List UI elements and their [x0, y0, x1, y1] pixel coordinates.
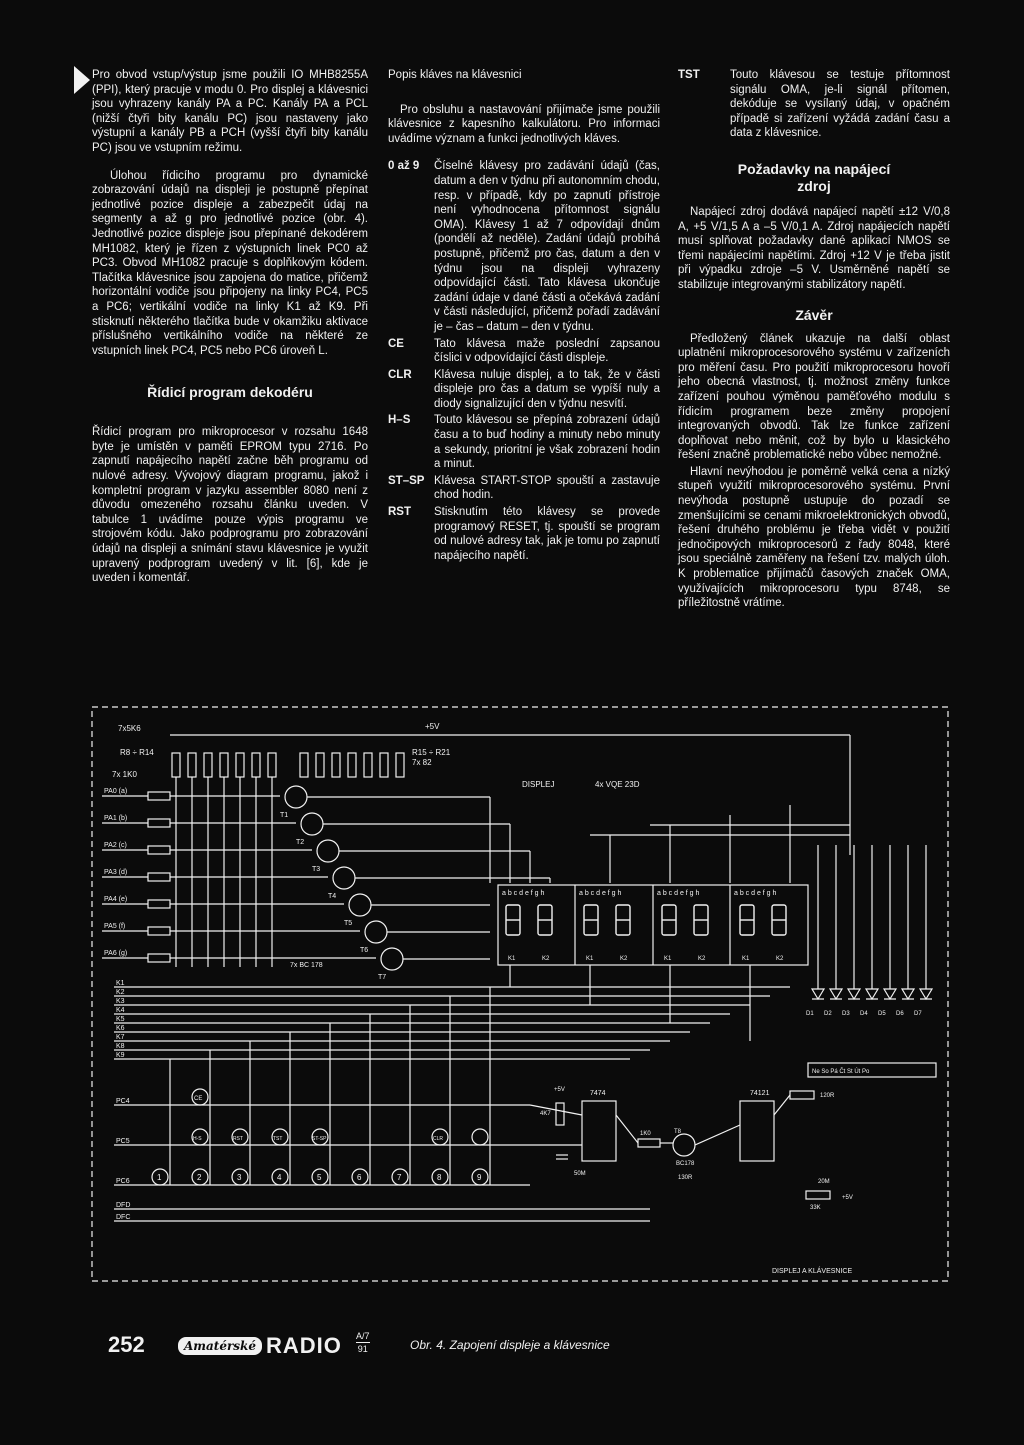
key-label: 3 — [237, 1173, 242, 1182]
c50m-label: 50M — [574, 1171, 586, 1177]
schematic-diagram — [90, 705, 950, 1283]
display-module — [498, 885, 808, 965]
k-label: K8 — [116, 1043, 125, 1050]
key-name: 0 až 9 — [388, 160, 420, 173]
col3-para2: Předložený článek ukazuje na další oblast uplatnění mikroprocesorového systému v zařízeních pro měření času. Pro použití mikroprocesoru hovoří jeho obecná vlastnost, tj. možnost změny funkce zařízení pouhou výměnou paměťového modulu s řídicím programem beze změny propojení integrovaných obvodů. Tak lze funkce zařízení doplňovat nebo měnit, což by bylo u klasického řešení značně problematické nebo vůbec nemožné. — [678, 332, 950, 462]
diode-label: D5 — [878, 1011, 886, 1017]
magazine-logo-script: Amatérské — [178, 1337, 262, 1355]
pc-label: PC4 — [116, 1098, 130, 1105]
k-lines — [114, 965, 790, 1059]
pa-label: PA6 (g) — [104, 950, 128, 957]
key-label: 5 — [317, 1173, 322, 1182]
pa-label: PA2 (c) — [104, 842, 127, 849]
display-k-label: K1 — [586, 956, 594, 962]
diode-label: D1 — [806, 1011, 814, 1017]
key-row — [388, 368, 660, 412]
key-name: CE — [388, 337, 404, 350]
pc-label: PC5 — [116, 1138, 130, 1145]
label-vcc: +5V — [425, 722, 440, 731]
schematic-frame — [92, 707, 948, 1281]
k-label: K3 — [116, 998, 125, 1005]
key-label: 4 — [277, 1173, 282, 1182]
transistor-type-label: 7x BC 178 — [290, 962, 323, 969]
plus5v-label: +5V — [554, 1087, 565, 1093]
r33k-label: 33K — [810, 1205, 821, 1211]
label-r-top: R8 ÷ R14 — [120, 748, 154, 757]
days-label: Ne So Pá Čt St Út Po — [812, 1069, 870, 1075]
magazine-logo-radio: RADIO — [266, 1333, 342, 1358]
key-desc: Klávesa nuluje displej, a to tak, že v části displeje pro čas a datum se vypíší nuly a diody signalizující den v týdnu nesvítí. — [434, 368, 660, 410]
label-r-right2: 7x 82 — [412, 758, 432, 767]
pa-label: PA0 (a) — [104, 788, 128, 795]
magazine-logo — [178, 1333, 342, 1359]
key-name: H–S — [388, 414, 411, 427]
key-row — [388, 159, 660, 334]
key-list — [388, 159, 660, 563]
k-label: K1 — [116, 980, 125, 987]
logic-section — [530, 1087, 853, 1211]
key-label: 7 — [397, 1173, 402, 1182]
pa-label: PA4 (e) — [104, 896, 128, 903]
transistor-symbol — [301, 813, 323, 835]
r120-label: 120R — [820, 1093, 835, 1099]
transistor-label: T2 — [296, 839, 305, 846]
segment-labels: a b c d e f g h — [502, 890, 545, 897]
key-label: TST — [273, 1136, 283, 1142]
r1k0-label: 1K0 — [640, 1131, 651, 1137]
key-label: CE — [194, 1096, 203, 1102]
transistor-symbol — [365, 921, 387, 943]
key-label: 1 — [157, 1173, 162, 1182]
pa-label: PA5 (f) — [104, 923, 126, 930]
section-arrow-icon — [74, 66, 90, 94]
col1-para1: Pro obvod vstup/výstup jsme použili IO MHB8255A (PPI), který pracuje v modu 0. Pro displej a klávesnici jsou vyhrazeny kanály PA a PC. Kanály PA a PCL (nižší čtyři bity kanálu PC) jsou nastaveny jako výstupní a kanály PB a PCH (vyšší čtyři bity kanálu PC) jsou ve vstupním režimu. — [92, 69, 368, 154]
key-label: 6 — [357, 1173, 362, 1182]
ic2-label: 74121 — [750, 1090, 770, 1097]
col3-heading-power: Požadavky na napájecí zdroj — [737, 160, 891, 194]
k-label: K2 — [116, 989, 125, 996]
ic1-label: 7474 — [590, 1090, 606, 1097]
col1-para3: Řídicí program pro mikroprocesor v rozsahu 1648 byte je umístěn v paměti EPROM typu 2716. Po zapnutí napájecího napětí začne běh programu od nulové adresy. Vývojový diagram programu, jakož i kompletní program v jazyku assembler 8080 není z důvodu omezeného rozsahu článku uveden. V tabulce 1 uvádíme pouze výpis programu ve strojovém kódu. Jako podprogramu pro zobrazování údajů na displeji a snímání stavu klávesnice je využit upravený podprogram uvedený v lit. [6], kde je uveden i komentář. — [92, 426, 368, 585]
transistor-label: T7 — [378, 974, 387, 981]
key-name: CLR — [388, 368, 412, 381]
k-label: K9 — [116, 1052, 125, 1059]
tst-key: TST — [678, 69, 700, 81]
tst-desc: Touto klávesou se testuje přítomnost signálu OMA, je-li signál přítomen, dekóduje se vysílaný údaj, v opačném případě si zařízení vyžádá zadání času a data z klávesnice. — [730, 69, 950, 140]
r130-label: 130R — [678, 1175, 693, 1181]
col3-para1: Napájecí zdroj dodává napájecí napětí ±12 V/0,8 A, +5 V/1,5 A a –5 V/0,1 A. Zdroj napájecích napětí musí splňovat požadavky dané aplikací NMOS se třemi napájecími napětími. Zdroj +12 V je třeba jistit při výpadku zdroje –5 V. Usměrněné napětí se stabilizuje integrovanými stabilizátory napětí. — [678, 205, 950, 291]
k-label: K5 — [116, 1016, 125, 1023]
display-k-label: K1 — [742, 956, 750, 962]
key-row — [388, 505, 660, 563]
label-vqe: 4x VQE 23D — [595, 780, 640, 789]
transistor-symbol — [285, 786, 307, 808]
resistor-drops — [176, 777, 272, 967]
transistor-symbol — [317, 840, 339, 862]
segment-labels: a b c d e f g h — [579, 890, 622, 897]
transistor-symbol — [333, 867, 355, 889]
key-desc: Číselné klávesy pro zadávání údajů (čas, datum a den v týdnu při autonomním chodu, resp. v případě, kdy po zapnutí přístroje není vyhodnocena přítomnost signálu OMA). Klávesy 1 až 7 odpovídají dnům (pondělí až neděle). Zadání údajů probíhá postupně, přičemž pro čas, datum a den v týdnu jsou na displeji vyhrazeny odpovídající části. Tato klávesa ukončuje zadání údaje v dané části a očekává zadání v části následující, přičemž pořadí zadávání je – čas – datum – den v týdnu. — [434, 160, 660, 333]
display-k-label: K2 — [620, 956, 628, 962]
display-k-label: K2 — [542, 956, 550, 962]
col3-heading-conclusion: Závěr — [795, 306, 833, 323]
issue-number — [356, 1330, 370, 1355]
segment-bus — [307, 797, 850, 959]
key-desc: Klávesa START-STOP spouští a zastavuje chod hodin. — [434, 474, 660, 502]
col1-heading: Řídicí program dekodéru — [147, 384, 313, 401]
label-displej: DISPLEJ — [522, 780, 555, 789]
issue-top: A/7 — [356, 1331, 370, 1341]
key-desc: Touto klávesou se přepíná zobrazení údajů času a to buď hodiny a minuty nebo minuty a sekundy, prioritní je však zobrazení hodin a minut. — [434, 414, 660, 471]
k-label: K7 — [116, 1034, 125, 1041]
label-r-array: 7x5K6 — [118, 724, 141, 733]
diode-label: D2 — [824, 1011, 832, 1017]
dfd-label: DFD — [116, 1202, 131, 1209]
column-1 — [92, 68, 368, 599]
transistor-label: T5 — [344, 920, 353, 927]
transistor-label: T6 — [360, 947, 369, 954]
key-label: 2 — [197, 1173, 202, 1182]
transistor-label: T3 — [312, 866, 321, 873]
schematic-title: DISPLEJ A KLÁVESNICE — [772, 1268, 853, 1275]
tst-row — [678, 68, 950, 141]
col1-para2: Úlohou řídicího programu pro dynamické zobrazování údajů na displeji je postupně přepínat jednotlivé pozice displeje a zabezpečit údaj na segmenty a až g pro jednotlivé pozice (obr. 4). Jednotlivé pozice displeje jsou přepínané dekodérem MH1082, který je řízen z výstupních linek PC0 až PC3. Obvod MH1082 pracuje s doplňkovým kódem. Tlačítka klávesnice jsou zapojena do matice, přičemž horizontální vodiče jsou připojeny na linky PC4, PC5 a PC6; vertikální vodiče na linky K1 až K9. Při stisknutí některého tlačítka bude v okamžiku aktivace příslušného vertikálního vodiče na některé ze vstupních linek PC4, PC5 nebo PC6 úroveň L. — [92, 169, 368, 357]
transistor-t8 — [673, 1134, 695, 1156]
keyboard-matrix — [114, 987, 650, 1221]
ic-7474 — [582, 1101, 616, 1161]
display-k-label: K2 — [776, 956, 784, 962]
display-k-label: K1 — [664, 956, 672, 962]
pa-lines — [102, 788, 376, 962]
dfc-label: DFC — [116, 1214, 131, 1221]
footer-page-number: 252 — [108, 1332, 145, 1357]
key-label: ST-SP — [312, 1136, 327, 1142]
key-row — [388, 413, 660, 471]
ic-74121 — [740, 1101, 774, 1161]
diode-label: D4 — [860, 1011, 868, 1017]
key-label: 9 — [477, 1173, 482, 1182]
key-label: CLR — [433, 1136, 444, 1142]
k-label: K4 — [116, 1007, 125, 1014]
diode-array — [806, 845, 936, 1077]
key-label: H-S — [193, 1136, 202, 1142]
pa-label: PA3 (d) — [104, 869, 128, 876]
r4k7-label: 4K7 — [540, 1111, 551, 1117]
key-name: ST–SP — [388, 474, 425, 487]
display-k-label: K2 — [698, 956, 706, 962]
key-label: 8 — [437, 1173, 442, 1182]
transistor-symbol — [381, 948, 403, 970]
key-blank-button — [472, 1129, 488, 1145]
key-row — [388, 474, 660, 503]
k-label: K6 — [116, 1025, 125, 1032]
transistor-array — [280, 786, 403, 981]
segment-labels: a b c d e f g h — [734, 890, 777, 897]
t8-label: T8 — [674, 1129, 682, 1135]
pc-label: PC6 — [116, 1178, 130, 1185]
display-k-label: K1 — [508, 956, 516, 962]
resistor-array-top — [172, 753, 404, 777]
figure-caption: Obr. 4. Zapojení displeje a klávesnice — [410, 1338, 610, 1352]
segment-labels: a b c d e f g h — [657, 890, 700, 897]
label-r-left: 7x 1K0 — [112, 770, 137, 779]
pa-label: PA1 (b) — [104, 815, 128, 822]
issue-bottom: 91 — [357, 1344, 368, 1354]
label-r-right: R15 ÷ R21 — [412, 748, 451, 757]
bc178-label: BC178 — [676, 1161, 695, 1167]
diode-label: D7 — [914, 1011, 922, 1017]
key-label: RST — [233, 1136, 243, 1142]
plus5v-label-2: +5V — [842, 1195, 853, 1201]
key-desc: Stisknutím této klávesy se provede programový RESET, tj. spouští se program od nulové adresy tak, jak je tomu po zapnutí napájecího napětí. — [434, 506, 660, 562]
key-row — [388, 337, 660, 366]
column-2 — [388, 68, 660, 565]
transistor-label: T1 — [280, 812, 289, 819]
col2-intro: Pro obsluhu a nastavování přijímače jsme použili klávesnice z kapesního kalkulátoru. Pro informaci uvádíme význam a funkci jednotlivých kláves. — [388, 103, 660, 145]
diode-label: D6 — [896, 1011, 904, 1017]
key-desc: Tato klávesa maže poslední zapsanou číslici v odpovídající části displeje. — [434, 337, 660, 365]
key-name: RST — [388, 506, 411, 519]
col3-para3: Hlavní nevýhodou je poměrně velká cena a nízký stupeň využití mikroprocesorového systému. První nevýhoda postupně ustupuje do pozadí se zmenšujícími se cenami mikroelektronických obvodů, řešení druhého problému je třeba vidět v použití jednočipových mikroprocesorů z řady 8048, které jsou speciálně zaměřeny na řešení tzv. malých úloh. K problematice přijímačů časových značek OMA, využívajících mikroprocesoru typu 8748, se příležitostně vrátíme. — [678, 465, 950, 610]
col2-heading: Popis kláves na klávesnici — [388, 69, 522, 81]
transistor-label: T4 — [328, 893, 337, 900]
transistor-symbol — [349, 894, 371, 916]
column-3 — [678, 68, 950, 624]
c20m-label: 20M — [818, 1179, 830, 1185]
diode-label: D3 — [842, 1011, 850, 1017]
